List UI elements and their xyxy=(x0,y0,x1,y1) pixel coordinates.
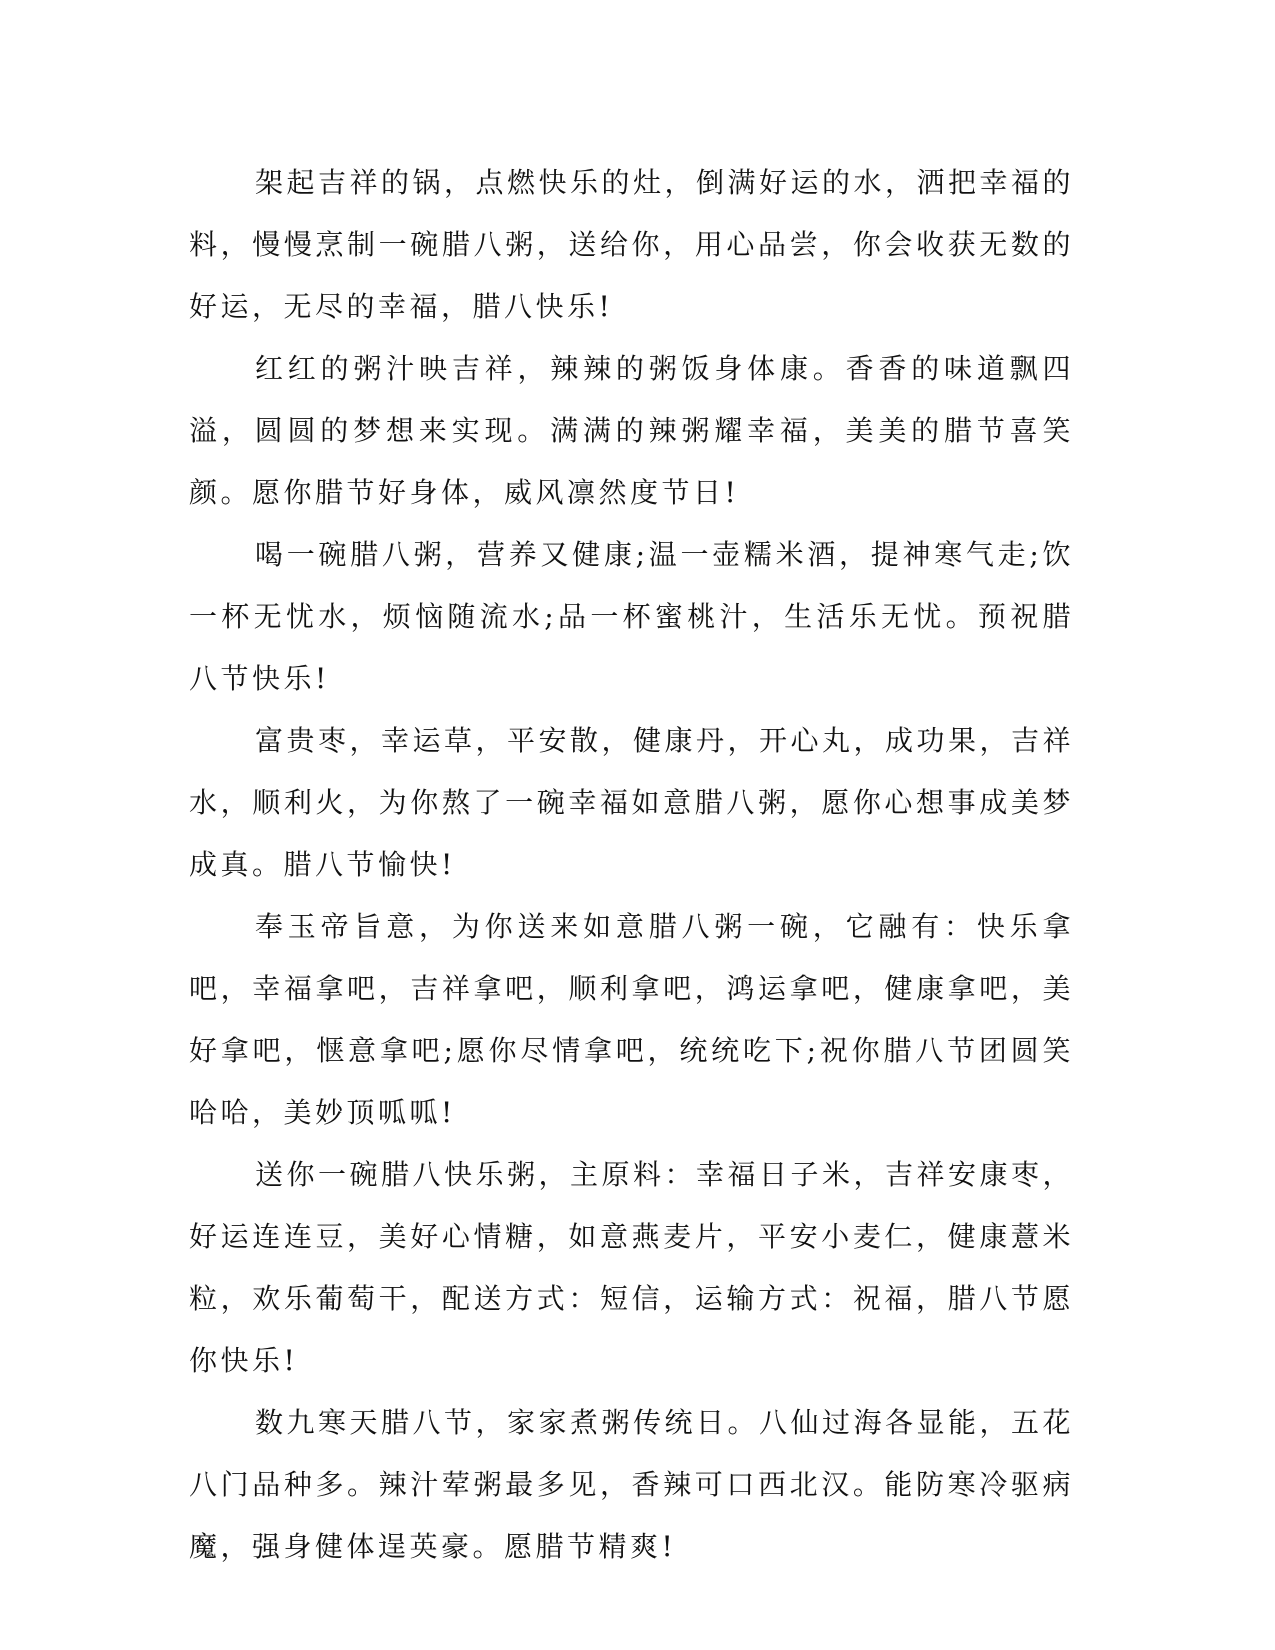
paragraph-6: 送你一碗腊八快乐粥，主原料：幸福日子米，吉祥安康枣，好运连连豆，美好心情糖，如意燕麦片，平安小麦仁，健康薏米粒，欢乐葡萄干，配送方式：短信，运输方式：祝福，腊八节愿你快乐! xyxy=(189,1158,1075,1377)
document-body xyxy=(189,152,1074,1578)
paragraph-7: 数九寒天腊八节，家家煮粥传统日。八仙过海各显能，五花八门品种多。辣汁荤粥最多见，香辣可口西北汉。能防寒冷驱病魔，强身健体逞英豪。愿腊节精爽! xyxy=(189,1406,1075,1563)
paragraph-3: 喝一碗腊八粥，营养又健康;温一壶糯米酒，提神寒气走;饮一杯无忧水，烦恼随流水;品一杯蜜桃汁，生活乐无忧。预祝腊八节快乐! xyxy=(189,538,1074,695)
paragraph-4: 富贵枣，幸运草，平安散，健康丹，开心丸，成功果，吉祥水，顺利火，为你熬了一碗幸福如意腊八粥，愿你心想事成美梦成真。腊八节愉快! xyxy=(189,724,1075,881)
paragraph-2: 红红的粥汁映吉祥，辣辣的粥饭身体康。香香的味道飘四溢，圆圆的梦想来实现。满满的辣粥耀幸福，美美的腊节喜笑颜。愿你腊节好身体，威风凛然度节日! xyxy=(189,352,1074,509)
paragraph-5: 奉玉帝旨意，为你送来如意腊八粥一碗，它融有：快乐拿吧，幸福拿吧，吉祥拿吧，顺利拿吧，鸿运拿吧，健康拿吧，美好拿吧，惬意拿吧;愿你尽情拿吧，统统吃下;祝你腊八节团圆笑哈哈，美妙顶呱呱! xyxy=(189,910,1074,1129)
paragraph-1: 架起吉祥的锅，点燃快乐的灶，倒满好运的水，洒把幸福的料，慢慢烹制一碗腊八粥，送给你，用心品尝，你会收获无数的好运，无尽的幸福，腊八快乐! xyxy=(189,166,1075,323)
